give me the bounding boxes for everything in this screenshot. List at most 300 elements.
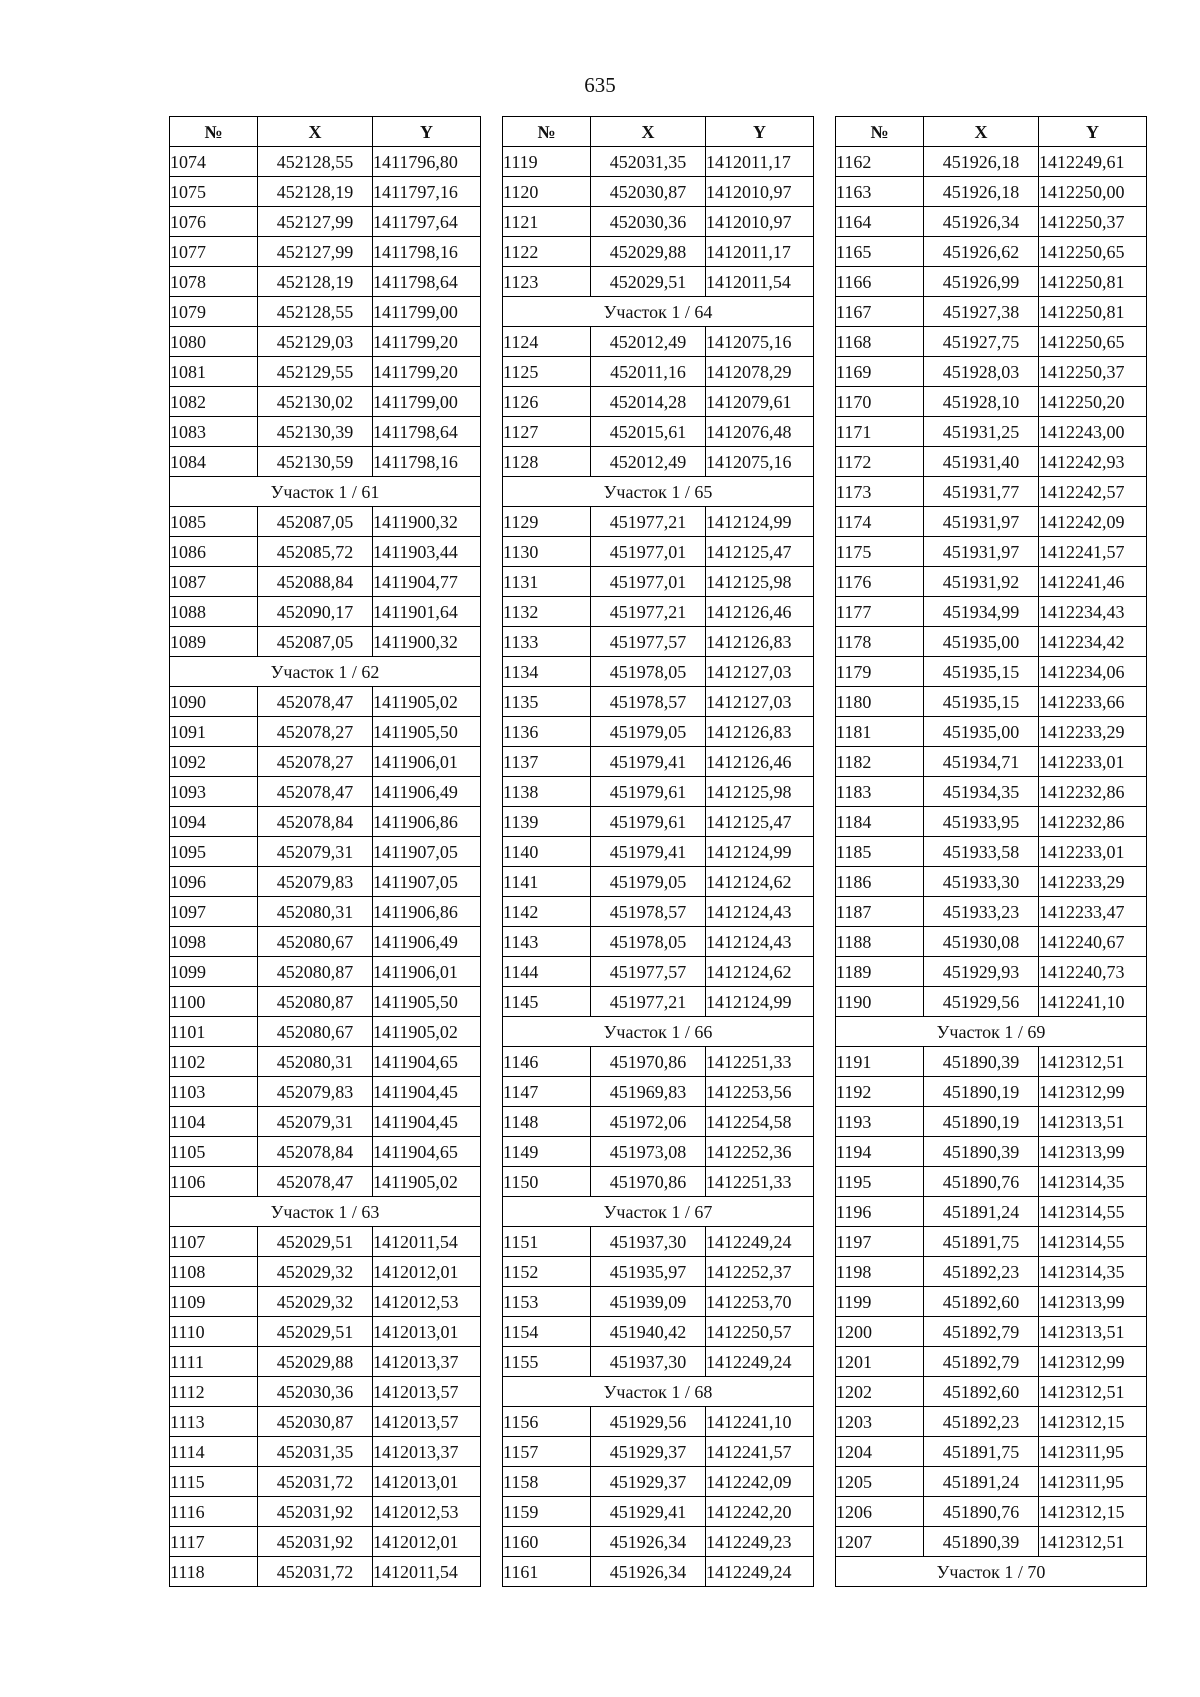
- table-row: [836, 1137, 1147, 1167]
- table-row: [503, 1437, 814, 1467]
- point-number: 1160: [503, 1527, 591, 1557]
- x-coordinate: 451929,56: [591, 1407, 706, 1437]
- header-x: X: [591, 117, 706, 147]
- point-number: 1205: [836, 1467, 924, 1497]
- x-coordinate: 452031,72: [258, 1467, 373, 1497]
- x-coordinate: 451939,09: [591, 1287, 706, 1317]
- header-y: Y: [373, 117, 481, 147]
- x-coordinate: 451978,57: [591, 897, 706, 927]
- section-row: [836, 1017, 1147, 1047]
- x-coordinate: 451891,24: [924, 1467, 1039, 1497]
- point-number: 1142: [503, 897, 591, 927]
- y-coordinate: 1411905,02: [373, 1017, 481, 1047]
- table-row: [836, 417, 1147, 447]
- y-coordinate: 1412242,93: [1039, 447, 1147, 477]
- y-coordinate: 1412124,99: [706, 507, 814, 537]
- x-coordinate: 452080,87: [258, 957, 373, 987]
- table-row: [503, 1077, 814, 1107]
- x-coordinate: 452078,47: [258, 687, 373, 717]
- table-row: [170, 567, 481, 597]
- x-coordinate: 452127,99: [258, 207, 373, 237]
- point-number: 1084: [170, 447, 258, 477]
- y-coordinate: 1412011,17: [706, 237, 814, 267]
- y-coordinate: 1412241,57: [1039, 537, 1147, 567]
- y-coordinate: 1412124,99: [706, 837, 814, 867]
- table-row: [836, 1347, 1147, 1377]
- x-coordinate: 452029,51: [258, 1227, 373, 1257]
- point-number: 1156: [503, 1407, 591, 1437]
- table-row: [170, 387, 481, 417]
- x-coordinate: 451977,57: [591, 627, 706, 657]
- y-coordinate: 1412011,17: [706, 147, 814, 177]
- y-coordinate: 1412250,37: [1039, 357, 1147, 387]
- table-row: [503, 957, 814, 987]
- point-number: 1102: [170, 1047, 258, 1077]
- y-coordinate: 1412241,10: [706, 1407, 814, 1437]
- y-coordinate: 1411906,86: [373, 807, 481, 837]
- table-row: [503, 207, 814, 237]
- y-coordinate: 1412011,54: [373, 1227, 481, 1257]
- point-number: 1179: [836, 657, 924, 687]
- point-number: 1167: [836, 297, 924, 327]
- point-number: 1132: [503, 597, 591, 627]
- x-coordinate: 452078,27: [258, 717, 373, 747]
- point-number: 1087: [170, 567, 258, 597]
- y-coordinate: 1412124,62: [706, 867, 814, 897]
- x-coordinate: 451890,39: [924, 1047, 1039, 1077]
- section-row: [503, 1377, 814, 1407]
- y-coordinate: 1412241,57: [706, 1437, 814, 1467]
- x-coordinate: 451978,05: [591, 927, 706, 957]
- x-coordinate: 451934,99: [924, 597, 1039, 627]
- point-number: 1176: [836, 567, 924, 597]
- table-row: [170, 957, 481, 987]
- x-coordinate: 452127,99: [258, 237, 373, 267]
- x-coordinate: 451979,61: [591, 807, 706, 837]
- point-number: 1112: [170, 1377, 258, 1407]
- y-coordinate: 1411796,80: [373, 147, 481, 177]
- y-coordinate: 1411798,64: [373, 267, 481, 297]
- x-coordinate: 451977,21: [591, 597, 706, 627]
- x-coordinate: 451926,18: [924, 147, 1039, 177]
- y-coordinate: 1412312,51: [1039, 1377, 1147, 1407]
- x-coordinate: 451890,39: [924, 1527, 1039, 1557]
- point-number: 1146: [503, 1047, 591, 1077]
- x-coordinate: 452130,39: [258, 417, 373, 447]
- x-coordinate: 451926,34: [924, 207, 1039, 237]
- point-number: 1195: [836, 1167, 924, 1197]
- point-number: 1105: [170, 1137, 258, 1167]
- point-number: 1111: [170, 1347, 258, 1377]
- y-coordinate: 1412232,86: [1039, 807, 1147, 837]
- table-row: [836, 177, 1147, 207]
- x-coordinate: 451935,97: [591, 1257, 706, 1287]
- table-row: [170, 807, 481, 837]
- table-row: [503, 987, 814, 1017]
- header-x: X: [924, 117, 1039, 147]
- point-number: 1152: [503, 1257, 591, 1287]
- y-coordinate: 1412241,10: [1039, 987, 1147, 1017]
- y-coordinate: 1412250,20: [1039, 387, 1147, 417]
- x-coordinate: 452130,59: [258, 447, 373, 477]
- x-coordinate: 452029,88: [591, 237, 706, 267]
- header-row: [836, 117, 1147, 147]
- table-row: [836, 1227, 1147, 1257]
- y-coordinate: 1412250,81: [1039, 267, 1147, 297]
- point-number: 1180: [836, 687, 924, 717]
- point-number: 1172: [836, 447, 924, 477]
- table-row: [836, 837, 1147, 867]
- point-number: 1117: [170, 1527, 258, 1557]
- y-coordinate: 1412126,83: [706, 717, 814, 747]
- table-row: [170, 1467, 481, 1497]
- table-row: [170, 927, 481, 957]
- section-label: Участок 1 / 67: [503, 1197, 814, 1227]
- x-coordinate: 451933,58: [924, 837, 1039, 867]
- table-row: [503, 837, 814, 867]
- table-row: [503, 1227, 814, 1257]
- y-coordinate: 1411799,20: [373, 357, 481, 387]
- x-coordinate: 451973,08: [591, 1137, 706, 1167]
- table-row: [836, 747, 1147, 777]
- section-label: Участок 1 / 68: [503, 1377, 814, 1407]
- point-number: 1115: [170, 1467, 258, 1497]
- y-coordinate: 1411906,49: [373, 927, 481, 957]
- table-row: [170, 507, 481, 537]
- section-label: Участок 1 / 69: [836, 1017, 1147, 1047]
- x-coordinate: 451935,15: [924, 657, 1039, 687]
- y-coordinate: 1412241,46: [1039, 567, 1147, 597]
- x-coordinate: 451978,57: [591, 687, 706, 717]
- table-row: [170, 837, 481, 867]
- x-coordinate: 451979,05: [591, 867, 706, 897]
- table-row: [503, 357, 814, 387]
- table-row: [836, 477, 1147, 507]
- y-coordinate: 1412314,55: [1039, 1227, 1147, 1257]
- y-coordinate: 1412012,01: [373, 1527, 481, 1557]
- x-coordinate: 451934,35: [924, 777, 1039, 807]
- table-row: [503, 567, 814, 597]
- point-number: 1153: [503, 1287, 591, 1317]
- x-coordinate: 451937,30: [591, 1227, 706, 1257]
- table-row: [836, 447, 1147, 477]
- x-coordinate: 451972,06: [591, 1107, 706, 1137]
- point-number: 1130: [503, 537, 591, 567]
- y-coordinate: 1412313,51: [1039, 1317, 1147, 1347]
- x-coordinate: 451934,71: [924, 747, 1039, 777]
- point-number: 1078: [170, 267, 258, 297]
- table-row: [503, 1257, 814, 1287]
- table-row: [503, 687, 814, 717]
- point-number: 1081: [170, 357, 258, 387]
- x-coordinate: 452030,36: [591, 207, 706, 237]
- x-coordinate: 451931,40: [924, 447, 1039, 477]
- x-coordinate: 451891,24: [924, 1197, 1039, 1227]
- table-row: [503, 807, 814, 837]
- point-number: 1145: [503, 987, 591, 1017]
- point-number: 1076: [170, 207, 258, 237]
- table-row: [170, 1347, 481, 1377]
- y-coordinate: 1412012,01: [373, 1257, 481, 1287]
- x-coordinate: 452031,35: [591, 147, 706, 177]
- point-number: 1123: [503, 267, 591, 297]
- table-row: [503, 387, 814, 417]
- point-number: 1120: [503, 177, 591, 207]
- y-coordinate: 1412312,51: [1039, 1527, 1147, 1557]
- point-number: 1108: [170, 1257, 258, 1287]
- y-coordinate: 1412250,65: [1039, 237, 1147, 267]
- table-row: [836, 1047, 1147, 1077]
- section-label: Участок 1 / 70: [836, 1557, 1147, 1587]
- point-number: 1196: [836, 1197, 924, 1227]
- y-coordinate: 1412233,66: [1039, 687, 1147, 717]
- x-coordinate: 451977,57: [591, 957, 706, 987]
- point-number: 1202: [836, 1377, 924, 1407]
- table-row: [836, 1197, 1147, 1227]
- table-row: [503, 717, 814, 747]
- y-coordinate: 1411903,44: [373, 537, 481, 567]
- y-coordinate: 1412233,47: [1039, 897, 1147, 927]
- table-row: [503, 417, 814, 447]
- table-row: [836, 1437, 1147, 1467]
- header-y: Y: [1039, 117, 1147, 147]
- table-row: [836, 207, 1147, 237]
- x-coordinate: 451977,21: [591, 987, 706, 1017]
- point-number: 1188: [836, 927, 924, 957]
- point-number: 1143: [503, 927, 591, 957]
- y-coordinate: 1411799,00: [373, 387, 481, 417]
- header-row: [503, 117, 814, 147]
- point-number: 1121: [503, 207, 591, 237]
- x-coordinate: 451977,01: [591, 567, 706, 597]
- y-coordinate: 1411900,32: [373, 507, 481, 537]
- point-number: 1131: [503, 567, 591, 597]
- table-row: [503, 1347, 814, 1377]
- section-label: Участок 1 / 61: [170, 477, 481, 507]
- x-coordinate: 451890,76: [924, 1167, 1039, 1197]
- table-row: [503, 1527, 814, 1557]
- y-coordinate: 1412125,98: [706, 567, 814, 597]
- y-coordinate: 1412242,09: [706, 1467, 814, 1497]
- x-coordinate: 451935,15: [924, 687, 1039, 717]
- x-coordinate: 451927,75: [924, 327, 1039, 357]
- y-coordinate: 1411906,49: [373, 777, 481, 807]
- y-coordinate: 1412013,37: [373, 1437, 481, 1467]
- point-number: 1107: [170, 1227, 258, 1257]
- point-number: 1089: [170, 627, 258, 657]
- x-coordinate: 451927,38: [924, 297, 1039, 327]
- point-number: 1104: [170, 1107, 258, 1137]
- point-number: 1184: [836, 807, 924, 837]
- table-row: [503, 627, 814, 657]
- table-row: [170, 747, 481, 777]
- x-coordinate: 451979,41: [591, 747, 706, 777]
- y-coordinate: 1411799,20: [373, 327, 481, 357]
- y-coordinate: 1412079,61: [706, 387, 814, 417]
- x-coordinate: 451891,75: [924, 1227, 1039, 1257]
- point-number: 1200: [836, 1317, 924, 1347]
- point-number: 1183: [836, 777, 924, 807]
- point-number: 1103: [170, 1077, 258, 1107]
- x-coordinate: 452029,32: [258, 1257, 373, 1287]
- y-coordinate: 1412312,99: [1039, 1077, 1147, 1107]
- x-coordinate: 452079,31: [258, 1107, 373, 1137]
- y-coordinate: 1412124,99: [706, 987, 814, 1017]
- x-coordinate: 452029,51: [591, 267, 706, 297]
- point-number: 1126: [503, 387, 591, 417]
- table-row: [503, 1137, 814, 1167]
- point-number: 1170: [836, 387, 924, 417]
- table-row: [836, 267, 1147, 297]
- x-coordinate: 452078,84: [258, 1137, 373, 1167]
- point-number: 1175: [836, 537, 924, 567]
- point-number: 1091: [170, 717, 258, 747]
- table-row: [503, 1047, 814, 1077]
- y-coordinate: 1412314,55: [1039, 1197, 1147, 1227]
- section-label: Участок 1 / 62: [170, 657, 481, 687]
- y-coordinate: 1412012,53: [373, 1287, 481, 1317]
- point-number: 1191: [836, 1047, 924, 1077]
- y-coordinate: 1412252,37: [706, 1257, 814, 1287]
- table-row: [170, 1167, 481, 1197]
- x-coordinate: 452079,31: [258, 837, 373, 867]
- table-row: [170, 1107, 481, 1137]
- x-coordinate: 452029,88: [258, 1347, 373, 1377]
- x-coordinate: 452012,49: [591, 447, 706, 477]
- y-coordinate: 1411797,16: [373, 177, 481, 207]
- point-number: 1177: [836, 597, 924, 627]
- point-number: 1077: [170, 237, 258, 267]
- header-number: №: [836, 117, 924, 147]
- y-coordinate: 1411798,16: [373, 237, 481, 267]
- table-row: [170, 1317, 481, 1347]
- point-number: 1098: [170, 927, 258, 957]
- y-coordinate: 1412243,00: [1039, 417, 1147, 447]
- x-coordinate: 451892,23: [924, 1257, 1039, 1287]
- table-row: [836, 387, 1147, 417]
- x-coordinate: 451933,23: [924, 897, 1039, 927]
- table-row: [836, 657, 1147, 687]
- point-number: 1190: [836, 987, 924, 1017]
- table-row: [170, 1407, 481, 1437]
- header-y: Y: [706, 117, 814, 147]
- y-coordinate: 1412232,86: [1039, 777, 1147, 807]
- y-coordinate: 1412313,51: [1039, 1107, 1147, 1137]
- x-coordinate: 451931,25: [924, 417, 1039, 447]
- point-number: 1147: [503, 1077, 591, 1107]
- point-number: 1181: [836, 717, 924, 747]
- table-row: [836, 987, 1147, 1017]
- point-number: 1095: [170, 837, 258, 867]
- table-row: [836, 567, 1147, 597]
- y-coordinate: 1412234,43: [1039, 597, 1147, 627]
- point-number: 1148: [503, 1107, 591, 1137]
- table-row: [170, 1497, 481, 1527]
- point-number: 1154: [503, 1317, 591, 1347]
- y-coordinate: 1412127,03: [706, 687, 814, 717]
- table-row: [170, 237, 481, 267]
- point-number: 1116: [170, 1497, 258, 1527]
- y-coordinate: 1412249,24: [706, 1557, 814, 1587]
- table-row: [170, 147, 481, 177]
- x-coordinate: 451926,34: [591, 1527, 706, 1557]
- table-row: [503, 1497, 814, 1527]
- point-number: 1192: [836, 1077, 924, 1107]
- point-number: 1149: [503, 1137, 591, 1167]
- x-coordinate: 451969,83: [591, 1077, 706, 1107]
- y-coordinate: 1411904,77: [373, 567, 481, 597]
- point-number: 1085: [170, 507, 258, 537]
- table-row: [836, 1287, 1147, 1317]
- point-number: 1174: [836, 507, 924, 537]
- y-coordinate: 1412010,97: [706, 207, 814, 237]
- section-row: [503, 477, 814, 507]
- table-row: [170, 1377, 481, 1407]
- x-coordinate: 451929,93: [924, 957, 1039, 987]
- table-row: [170, 537, 481, 567]
- y-coordinate: 1411904,65: [373, 1137, 481, 1167]
- table-row: [503, 147, 814, 177]
- header-number: №: [170, 117, 258, 147]
- x-coordinate: 452014,28: [591, 387, 706, 417]
- y-coordinate: 1411797,64: [373, 207, 481, 237]
- table-row: [836, 1257, 1147, 1287]
- table-row: [170, 867, 481, 897]
- point-number: 1125: [503, 357, 591, 387]
- y-coordinate: 1412251,33: [706, 1047, 814, 1077]
- y-coordinate: 1412314,35: [1039, 1167, 1147, 1197]
- y-coordinate: 1411905,50: [373, 987, 481, 1017]
- x-coordinate: 451937,30: [591, 1347, 706, 1377]
- table-row: [503, 597, 814, 627]
- x-coordinate: 452029,32: [258, 1287, 373, 1317]
- x-coordinate: 452080,87: [258, 987, 373, 1017]
- x-coordinate: 451929,41: [591, 1497, 706, 1527]
- point-number: 1138: [503, 777, 591, 807]
- y-coordinate: 1412251,33: [706, 1167, 814, 1197]
- y-coordinate: 1412233,01: [1039, 837, 1147, 867]
- y-coordinate: 1412075,16: [706, 447, 814, 477]
- point-number: 1166: [836, 267, 924, 297]
- point-number: 1187: [836, 897, 924, 927]
- table-row: [170, 177, 481, 207]
- point-number: 1086: [170, 537, 258, 567]
- x-coordinate: 451892,23: [924, 1407, 1039, 1437]
- point-number: 1193: [836, 1107, 924, 1137]
- x-coordinate: 451890,76: [924, 1497, 1039, 1527]
- y-coordinate: 1411907,05: [373, 867, 481, 897]
- x-coordinate: 452078,84: [258, 807, 373, 837]
- point-number: 1199: [836, 1287, 924, 1317]
- table-row: [836, 957, 1147, 987]
- point-number: 1168: [836, 327, 924, 357]
- y-coordinate: 1411904,45: [373, 1077, 481, 1107]
- table-row: [503, 1317, 814, 1347]
- x-coordinate: 452080,67: [258, 1017, 373, 1047]
- table-row: [170, 1227, 481, 1257]
- table-row: [170, 417, 481, 447]
- x-coordinate: 452080,31: [258, 1047, 373, 1077]
- y-coordinate: 1412126,46: [706, 747, 814, 777]
- y-coordinate: 1412242,57: [1039, 477, 1147, 507]
- y-coordinate: 1412314,35: [1039, 1257, 1147, 1287]
- y-coordinate: 1412312,99: [1039, 1347, 1147, 1377]
- y-coordinate: 1411901,64: [373, 597, 481, 627]
- point-number: 1197: [836, 1227, 924, 1257]
- y-coordinate: 1412010,97: [706, 177, 814, 207]
- point-number: 1099: [170, 957, 258, 987]
- point-number: 1182: [836, 747, 924, 777]
